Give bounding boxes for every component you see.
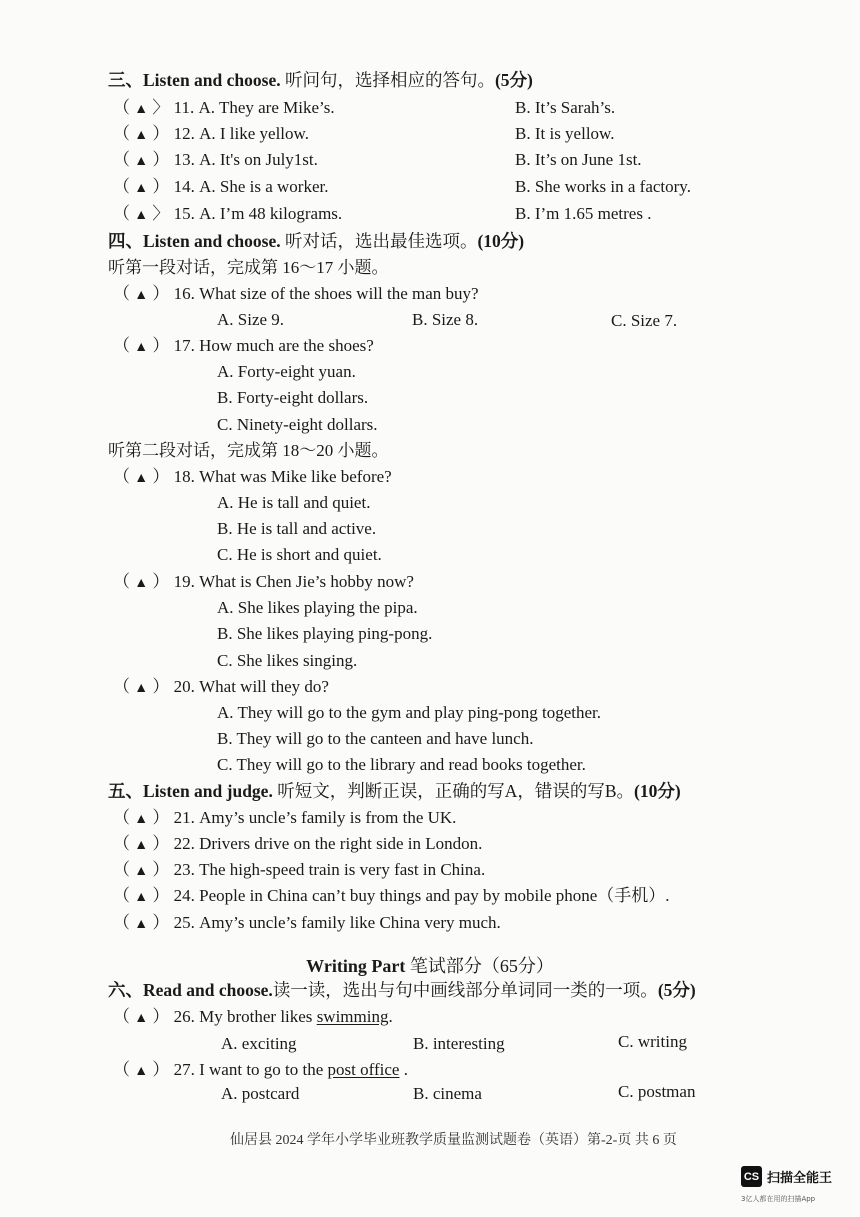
section-points: (5分) (657, 980, 696, 1000)
question-25 (113, 913, 501, 935)
section-number: 五、 (108, 781, 143, 801)
triangle-icon: ▲ (134, 812, 149, 827)
bracket-close: ） (152, 1060, 170, 1079)
option-c: C. She likes singing. (217, 651, 358, 670)
writing-part-title (0, 952, 860, 978)
bracket-open: （ (113, 913, 130, 932)
triangle-icon: ▲ (134, 288, 149, 303)
question-14 (113, 177, 328, 199)
question-text: 22. Drivers drive on the right side in London. (173, 834, 483, 853)
bracket-open: （ (113, 886, 130, 905)
option-a: A. Forty-eight yuan. (217, 362, 356, 381)
section-number: 六、 (108, 980, 143, 1000)
bracket-close: ） (152, 1007, 170, 1026)
bracket-open: （ (113, 808, 130, 827)
section-instruction: 听短文，判断正误，正确的写A，错误的写B。 (272, 781, 635, 801)
triangle-icon: ▲ (134, 208, 149, 223)
question-19 (113, 572, 414, 594)
option-c: C. Size 7. (611, 311, 678, 330)
bracket-open: （ (113, 124, 130, 143)
bracket-close: ） (152, 808, 170, 827)
question-15 (113, 204, 342, 226)
bracket-open: （ (113, 98, 130, 117)
option-a: A. exciting (221, 1034, 297, 1053)
triangle-icon: ▲ (134, 864, 149, 879)
option-b: B. It is yellow. (515, 124, 615, 143)
section-title: Read and choose. (143, 980, 273, 1000)
triangle-icon: ▲ (134, 890, 149, 905)
section-title: Listen and choose. (143, 231, 281, 251)
triangle-icon: ▲ (134, 471, 149, 486)
section-number: 三、 (108, 70, 143, 90)
option-c: C. He is short and quiet. (217, 545, 382, 564)
question-punct: . (399, 1060, 408, 1079)
section-title: Listen and choose. (143, 70, 281, 90)
option-b: B. She works in a factory. (515, 177, 691, 196)
page-footer: 仙居县 2024 学年小学毕业班教学质量监测试题卷（英语）第-2-页 共 6 页 (230, 1133, 677, 1148)
question-text: 19. What is Chen Jie’s hobby now? (173, 572, 414, 591)
question-text: 18. What was Mike like before? (173, 467, 392, 486)
bracket-close: ） (152, 150, 170, 169)
option-a: A. She likes playing the pipa. (217, 598, 418, 617)
triangle-icon: ▲ (134, 838, 149, 853)
section-title: Listen and judge. (143, 781, 273, 801)
question-27 (113, 1060, 408, 1082)
triangle-icon: ▲ (134, 1064, 149, 1079)
bracket-close: ） (152, 284, 170, 303)
bracket-open: （ (113, 336, 130, 355)
triangle-icon: ▲ (134, 128, 149, 143)
triangle-icon: ▲ (134, 102, 149, 117)
section-points: (10分) (634, 781, 681, 801)
writing-title-cn: 笔试部分（65分） (405, 956, 554, 976)
question-text: 17. How much are the shoes? (173, 336, 374, 355)
section-5-heading (108, 781, 681, 801)
question-text: 16. What size of the shoes will the man buy? (173, 284, 479, 303)
option-b: B. Size 8. (412, 310, 479, 329)
section-6-heading (108, 980, 696, 1000)
bracket-open: （ (113, 1007, 130, 1026)
option-b: B. Forty-eight dollars. (217, 388, 369, 407)
option-b: B. It’s Sarah’s. (515, 98, 616, 117)
triangle-icon: ▲ (134, 681, 149, 696)
scanner-logo (741, 1166, 832, 1187)
question-24 (113, 886, 670, 908)
question-text: 27. I want to go to the (173, 1060, 328, 1079)
question-punct: . (388, 1007, 393, 1026)
bracket-close: ） (152, 834, 170, 853)
dialog-2-instruction: 听第二段对话，完成第 18～20 小题。 (108, 441, 389, 460)
section-instruction: 读一读，选出与句中画线部分单词同一类的一项。 (272, 980, 658, 1000)
question-22 (113, 834, 482, 856)
question-text: 23. The high-speed train is very fast in China. (173, 860, 486, 879)
option-a: A. They will go to the gym and play ping-pong together. (217, 703, 602, 722)
bracket-open: （ (113, 467, 130, 486)
question-text: 11. A. They are Mike’s. (173, 98, 335, 117)
question-12 (113, 124, 309, 146)
option-a: A. He is tall and quiet. (217, 493, 371, 512)
option-c: C. They will go to the library and read books together. (217, 755, 586, 774)
option-b: B. interesting (413, 1034, 505, 1053)
question-20 (113, 677, 329, 699)
bracket-close: ） (152, 860, 170, 879)
bracket-close: 〉 (152, 98, 170, 117)
dialog-1-instruction: 听第一段对话，完成第 16～17 小题。 (108, 258, 389, 277)
question-text: 20. What will they do? (173, 677, 329, 696)
bracket-open: （ (113, 572, 130, 591)
option-c: C. Ninety-eight dollars. (217, 415, 378, 434)
question-18 (113, 467, 392, 489)
bracket-close: 〉 (152, 204, 170, 223)
question-11 (113, 98, 335, 120)
option-a: A. Size 9. (217, 310, 285, 329)
cs-logo-icon: CS (741, 1166, 762, 1187)
question-text: 15. A. I’m 48 kilograms. (173, 204, 343, 223)
bracket-close: ） (152, 467, 170, 486)
question-23 (113, 860, 485, 882)
writing-title-en: Writing Part (306, 956, 406, 976)
question-21 (113, 808, 456, 830)
option-b: B. I’m 1.65 metres . (515, 204, 652, 223)
bracket-open: （ (113, 150, 130, 169)
option-b: B. They will go to the canteen and have lunch. (217, 729, 534, 748)
bracket-open: （ (113, 1060, 130, 1079)
option-b: B. It’s on June 1st. (515, 150, 642, 169)
bracket-open: （ (113, 677, 130, 696)
section-instruction: 听问句，选择相应的答句。 (280, 70, 495, 90)
underlined-word: swimming (316, 1007, 389, 1026)
triangle-icon: ▲ (134, 154, 149, 169)
question-text: 24. People in China can’t buy things and pay by mobile phone（手机）. (173, 886, 670, 905)
triangle-icon: ▲ (134, 340, 149, 355)
logo-tagline: 3亿人都在用的扫描App (741, 1195, 816, 1203)
bracket-close: ） (152, 677, 170, 696)
bracket-close: ） (152, 572, 170, 591)
question-13 (113, 150, 318, 172)
question-text: 14. A. She is a worker. (173, 177, 329, 196)
option-a: A. postcard (221, 1084, 300, 1103)
option-b: B. He is tall and active. (217, 519, 377, 538)
section-instruction: 听对话，选出最佳选项。 (280, 231, 478, 251)
option-b: B. She likes playing ping-pong. (217, 624, 433, 643)
section-points: (5分) (494, 70, 533, 90)
triangle-icon: ▲ (134, 1011, 149, 1026)
question-16 (113, 284, 479, 306)
question-text: 21. Amy’s uncle’s family is from the UK. (173, 808, 457, 827)
bracket-close: ） (152, 177, 170, 196)
question-26 (113, 1007, 393, 1029)
option-c: C. postman (618, 1082, 696, 1101)
bracket-open: （ (113, 204, 130, 223)
triangle-icon: ▲ (134, 576, 149, 591)
section-number: 四、 (108, 231, 143, 251)
bracket-open: （ (113, 860, 130, 879)
section-4-heading (108, 231, 524, 251)
bracket-close: ） (152, 124, 170, 143)
question-text: 12. A. I like yellow. (173, 124, 309, 143)
bracket-close: ） (152, 336, 170, 355)
option-c: C. writing (618, 1032, 687, 1051)
question-text: 13. A. It's on July1st. (173, 150, 318, 169)
question-text: 26. My brother likes (173, 1007, 317, 1026)
section-points: (10分) (477, 231, 525, 251)
underlined-word: post office (327, 1060, 400, 1079)
logo-name: 扫描全能王 (767, 1171, 833, 1186)
bracket-open: （ (113, 284, 130, 303)
bracket-close: ） (152, 886, 170, 905)
question-17 (113, 336, 374, 358)
bracket-open: （ (113, 177, 130, 196)
section-3-heading (108, 70, 533, 90)
bracket-close: ） (152, 913, 170, 932)
triangle-icon: ▲ (134, 917, 149, 932)
triangle-icon: ▲ (134, 181, 149, 196)
bracket-open: （ (113, 834, 130, 853)
option-b: B. cinema (413, 1084, 482, 1103)
question-text: 25. Amy’s uncle’s family like China very much. (173, 913, 501, 932)
